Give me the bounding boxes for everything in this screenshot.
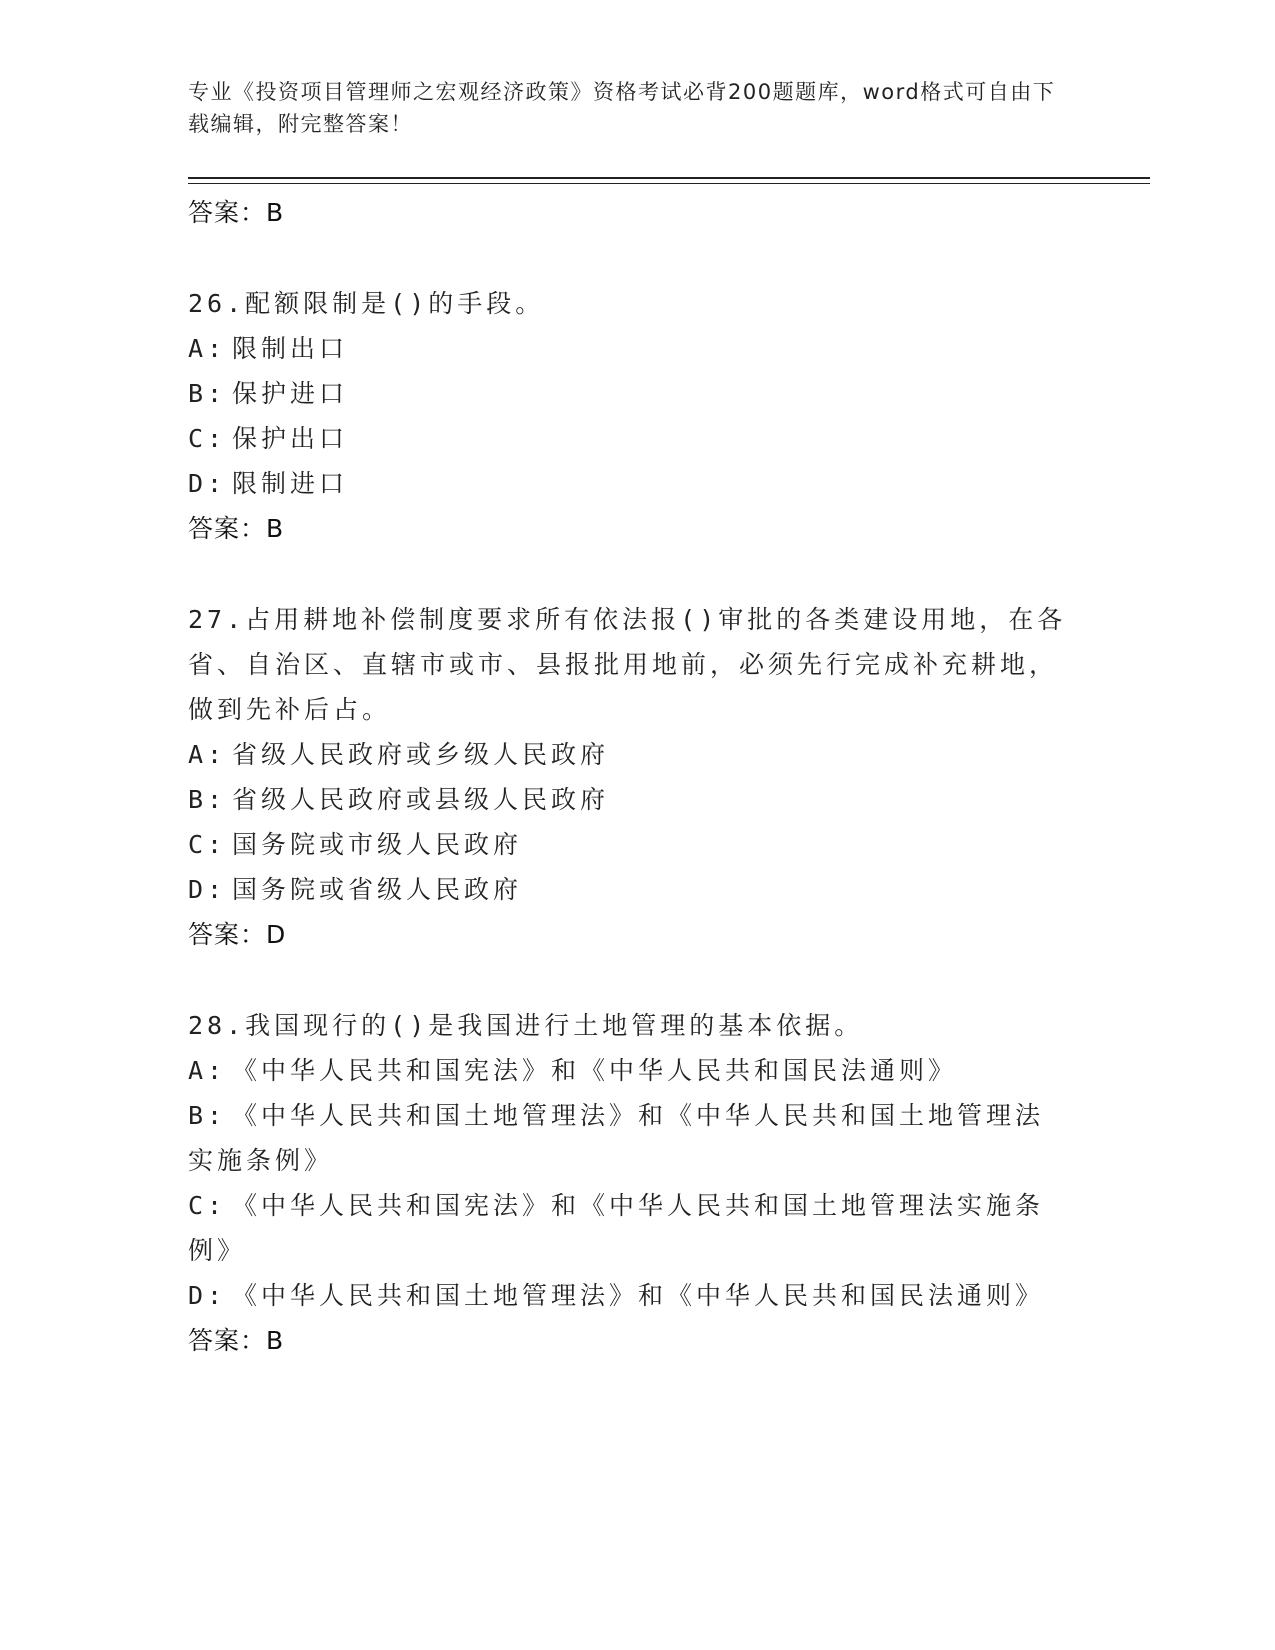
- option-c: [188, 416, 1068, 461]
- option-key: D:: [188, 469, 227, 498]
- option-a: [188, 326, 1068, 371]
- option-key: A:: [188, 334, 227, 363]
- option-text: 省级人民政府或县级人民政府: [232, 785, 610, 814]
- option-key: B:: [188, 785, 227, 814]
- question-26: [188, 281, 1068, 552]
- question-stem: 28.我国现行的()是我国进行土地管理的基本依据。: [188, 1011, 864, 1040]
- option-b: [188, 1093, 1068, 1183]
- option-key: C:: [188, 1191, 227, 1220]
- header-divider-thick: [188, 177, 1150, 179]
- answer-line: 答案：D: [188, 920, 287, 949]
- option-c: [188, 822, 1068, 867]
- option-text: 保护进口: [232, 379, 349, 408]
- option-text: 《中华人民共和国宪法》和《中华人民共和国土地管理法实施条例》: [188, 1191, 1045, 1265]
- option-text: 国务院或市级人民政府: [232, 830, 523, 859]
- page-header-text: 专业《投资项目管理师之宏观经济政策》资格考试必背200题题库，word格式可自由下载编辑，附完整答案！: [188, 80, 1056, 136]
- option-text: 省级人民政府或乡级人民政府: [232, 740, 610, 769]
- answer-line: 答案：B: [188, 514, 285, 543]
- option-text: 限制出口: [232, 334, 349, 363]
- answer-line: 答案：B: [188, 198, 285, 227]
- question-stem: 27.占用耕地补偿制度要求所有依法报()审批的各类建设用地，在各省、自治区、直辖市或市、县报批用地前，必须先行完成补充耕地，做到先补后占。: [188, 605, 1067, 724]
- option-c: [188, 1183, 1068, 1273]
- option-key: A:: [188, 740, 227, 769]
- question-list: [188, 190, 1068, 1364]
- option-text: 国务院或省级人民政府: [232, 875, 523, 904]
- option-text: 限制进口: [232, 469, 349, 498]
- option-key: D:: [188, 1281, 227, 1310]
- option-d: [188, 1273, 1068, 1318]
- option-b: [188, 777, 1068, 822]
- option-key: D:: [188, 875, 227, 904]
- question-28: [188, 1003, 1068, 1364]
- option-key: B:: [188, 379, 227, 408]
- option-a: [188, 1048, 1068, 1093]
- option-key: C:: [188, 830, 227, 859]
- question-27: [188, 597, 1068, 958]
- option-b: [188, 371, 1068, 416]
- header-divider-thin: [188, 183, 1150, 184]
- option-a: [188, 732, 1068, 777]
- option-key: A:: [188, 1056, 227, 1085]
- option-text: 保护出口: [232, 424, 349, 453]
- option-key: C:: [188, 424, 227, 453]
- option-text: 《中华人民共和国土地管理法》和《中华人民共和国土地管理法实施条例》: [188, 1101, 1045, 1175]
- option-text: 《中华人民共和国土地管理法》和《中华人民共和国民法通则》: [232, 1281, 1045, 1310]
- option-d: [188, 867, 1068, 912]
- answer-line: 答案：B: [188, 1326, 285, 1355]
- option-key: B:: [188, 1101, 227, 1130]
- question-stem: 26.配额限制是()的手段。: [188, 289, 545, 318]
- option-text: 《中华人民共和国宪法》和《中华人民共和国民法通则》: [232, 1056, 958, 1085]
- option-d: [188, 461, 1068, 506]
